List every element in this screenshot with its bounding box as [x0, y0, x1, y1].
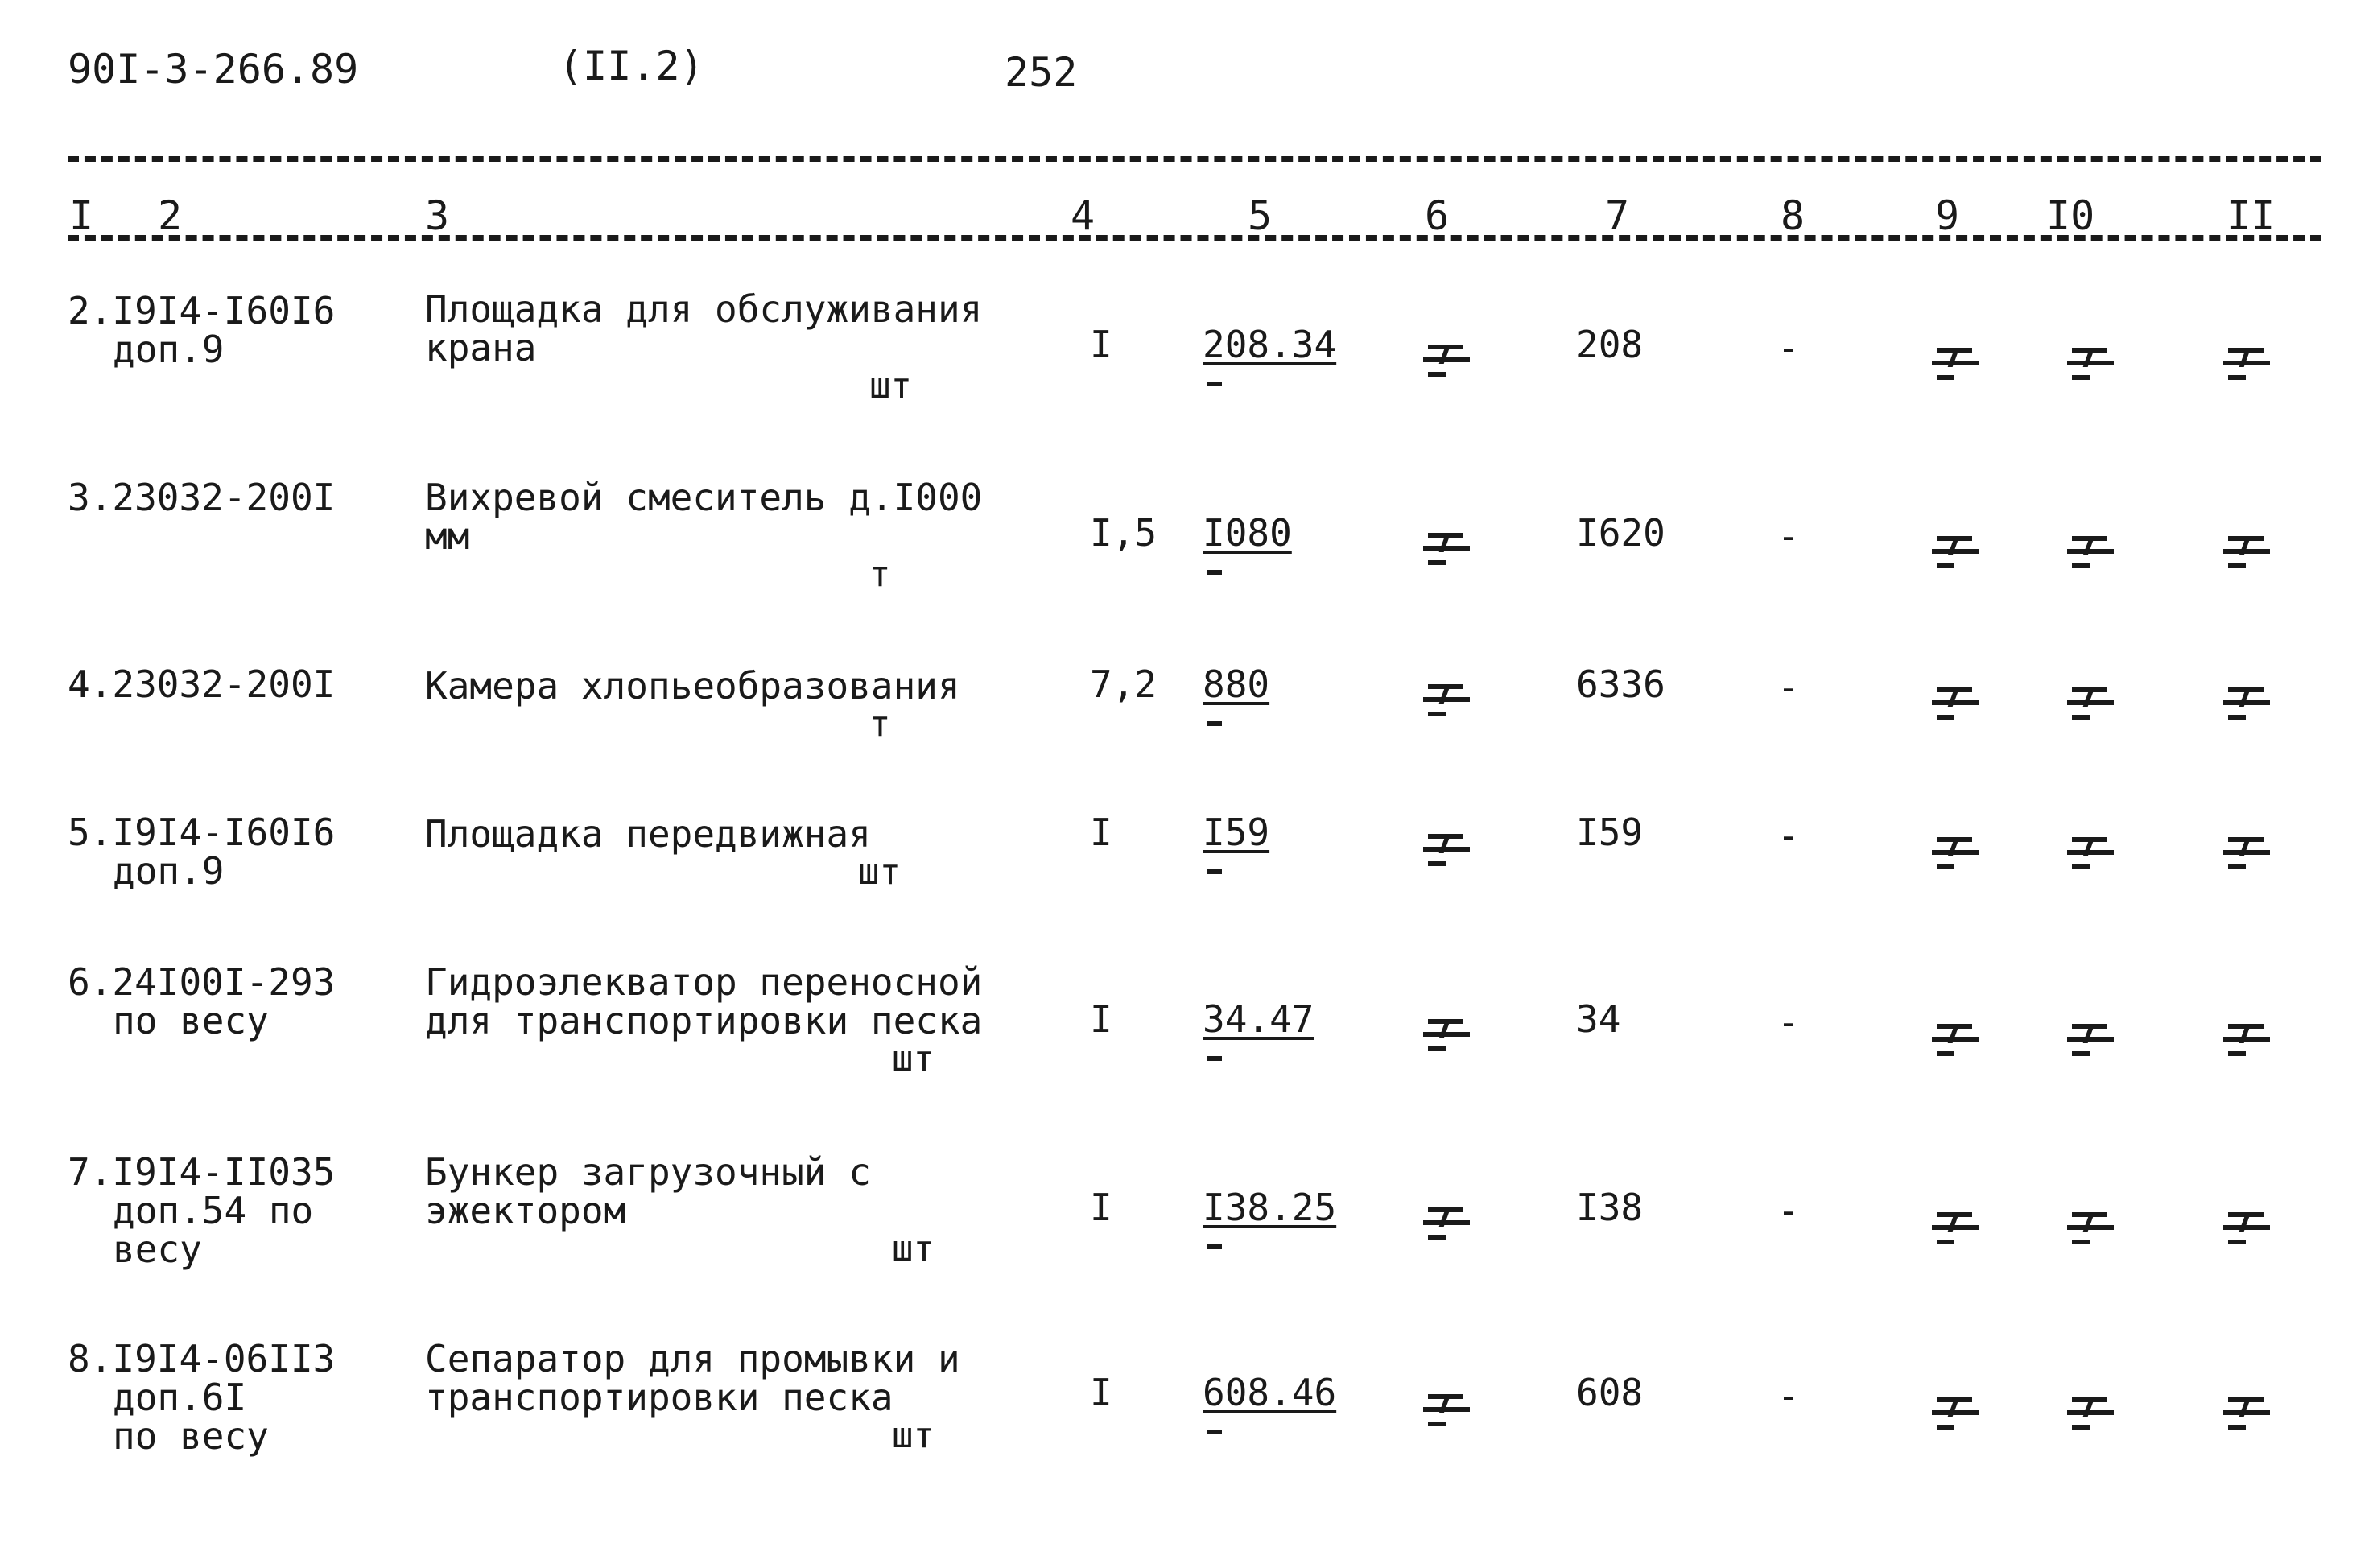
column-header: I — [69, 192, 94, 239]
item-name: крана — [425, 326, 537, 369]
ditto-mark — [1932, 1212, 1979, 1249]
item-code: 3.23032-200I — [68, 476, 336, 519]
ditto-mark — [1423, 684, 1470, 721]
item-code: 2.I9I4-I60I6 — [68, 289, 336, 332]
item-name: транспортировки песка — [425, 1376, 893, 1419]
unit-price: I38.25 — [1203, 1186, 1337, 1229]
item-code-note: по весу — [113, 999, 269, 1042]
column-header: 4 — [1071, 192, 1096, 239]
unit-price: 880 — [1203, 662, 1270, 706]
unit-of-measure: шт — [892, 1415, 935, 1456]
column-header: II — [2226, 192, 2276, 239]
column-header: 9 — [1935, 192, 1960, 239]
ditto-mark — [1932, 1024, 1979, 1061]
item-code: 6.24I00I-293 — [68, 960, 336, 1004]
ditto-mark — [1932, 536, 1979, 573]
page-number: 252 — [1005, 49, 1078, 96]
column-8-dash: - — [1777, 514, 1800, 558]
quantity: 7,2 — [1090, 662, 1158, 706]
divider-columns — [68, 235, 2321, 241]
quantity: I — [1090, 1371, 1112, 1414]
ditto-mark — [2223, 1397, 2270, 1434]
ditto-mark — [1423, 834, 1470, 871]
ditto-mark — [1423, 533, 1470, 570]
price-dash — [1207, 570, 1222, 575]
unit-of-measure: шт — [869, 365, 912, 406]
quantity: I,5 — [1090, 511, 1158, 555]
total-cost: 34 — [1576, 997, 1621, 1041]
item-code-note: доп.54 по — [113, 1189, 314, 1232]
total-cost: 608 — [1576, 1371, 1644, 1414]
column-8-dash: - — [1777, 1001, 1800, 1044]
item-name: для транспортировки песка — [425, 999, 983, 1042]
quantity: I — [1090, 811, 1112, 854]
column-header: 7 — [1605, 192, 1630, 239]
unit-of-measure: шт — [892, 1038, 935, 1079]
ditto-mark — [1423, 1207, 1470, 1244]
unit-price: I080 — [1203, 511, 1292, 555]
item-code-note: весу — [113, 1228, 202, 1271]
item-name: Площадка для обслуживания — [425, 287, 983, 331]
price-dash — [1207, 869, 1222, 874]
item-code-note: доп.6I — [113, 1376, 247, 1419]
ditto-mark — [1932, 1397, 1979, 1434]
document-code: 90I-3-266.89 — [68, 46, 359, 93]
item-name: Камера хлопьеобразования — [425, 664, 960, 708]
item-name: Сепаратор для промывки и — [425, 1337, 960, 1380]
quantity: I — [1090, 997, 1112, 1041]
item-name: Бункер загрузочный с — [425, 1150, 871, 1194]
price-dash — [1207, 382, 1222, 386]
ditto-mark — [2067, 536, 2114, 573]
column-header: 5 — [1248, 192, 1273, 239]
quantity: I — [1090, 1186, 1112, 1229]
price-dash — [1207, 721, 1222, 726]
ditto-mark — [2067, 687, 2114, 724]
total-cost: I38 — [1576, 1186, 1644, 1229]
column-header: I0 — [2046, 192, 2095, 239]
item-name: Площадка передвижная — [425, 812, 871, 856]
ditto-mark — [2067, 348, 2114, 385]
total-cost: 6336 — [1576, 662, 1665, 706]
unit-of-measure: т — [869, 704, 891, 745]
price-dash — [1207, 1430, 1222, 1434]
quantity: I — [1090, 323, 1112, 366]
item-code: 8.I9I4-06II3 — [68, 1337, 336, 1380]
item-code: 4.23032-200I — [68, 662, 336, 706]
item-code-note: по весу — [113, 1414, 269, 1458]
ditto-mark — [2067, 1024, 2114, 1061]
column-8-dash: - — [1777, 666, 1800, 709]
item-name: Вихревой смеситель д.I000 — [425, 476, 983, 519]
column-header: 8 — [1781, 192, 1805, 239]
ditto-mark — [1932, 837, 1979, 874]
total-cost: I620 — [1576, 511, 1665, 555]
item-code-note: доп.9 — [113, 328, 225, 371]
unit-of-measure: шт — [858, 852, 901, 893]
item-code: 7.I9I4-II035 — [68, 1150, 336, 1194]
divider-top — [68, 156, 2321, 162]
item-code: 5.I9I4-I60I6 — [68, 811, 336, 854]
item-name: мм — [425, 514, 470, 558]
unit-price: 34.47 — [1203, 997, 1314, 1041]
ditto-mark — [2223, 536, 2270, 573]
unit-of-measure: т — [869, 554, 891, 595]
ditto-mark — [1932, 687, 1979, 724]
total-cost: I59 — [1576, 811, 1644, 854]
unit-price: 608.46 — [1203, 1371, 1337, 1414]
ditto-mark — [2067, 1397, 2114, 1434]
ditto-mark — [2223, 1024, 2270, 1061]
price-dash — [1207, 1056, 1222, 1061]
item-code-note: доп.9 — [113, 849, 225, 893]
column-header: 3 — [425, 192, 450, 239]
total-cost: 208 — [1576, 323, 1644, 366]
column-header: 6 — [1425, 192, 1450, 239]
unit-of-measure: шт — [892, 1228, 935, 1269]
unit-price: I59 — [1203, 811, 1270, 854]
ditto-mark — [2067, 837, 2114, 874]
item-name: Гидроэлекватор переносной — [425, 960, 983, 1004]
column-8-dash: - — [1777, 1189, 1800, 1232]
column-8-dash: - — [1777, 814, 1800, 857]
item-name: эжектором — [425, 1189, 626, 1232]
ditto-mark — [1423, 1019, 1470, 1056]
price-dash — [1207, 1244, 1222, 1249]
ditto-mark — [1932, 348, 1979, 385]
ditto-mark — [2067, 1212, 2114, 1249]
ditto-mark — [2223, 1212, 2270, 1249]
column-8-dash: - — [1777, 1374, 1800, 1417]
ditto-mark — [2223, 348, 2270, 385]
unit-price: 208.34 — [1203, 323, 1337, 366]
ditto-mark — [2223, 687, 2270, 724]
ditto-mark — [2223, 837, 2270, 874]
section-number: (II.2) — [559, 43, 704, 89]
column-8-dash: - — [1777, 326, 1800, 369]
column-header: 2 — [158, 192, 183, 239]
ditto-mark — [1423, 1394, 1470, 1431]
ditto-mark — [1423, 345, 1470, 382]
